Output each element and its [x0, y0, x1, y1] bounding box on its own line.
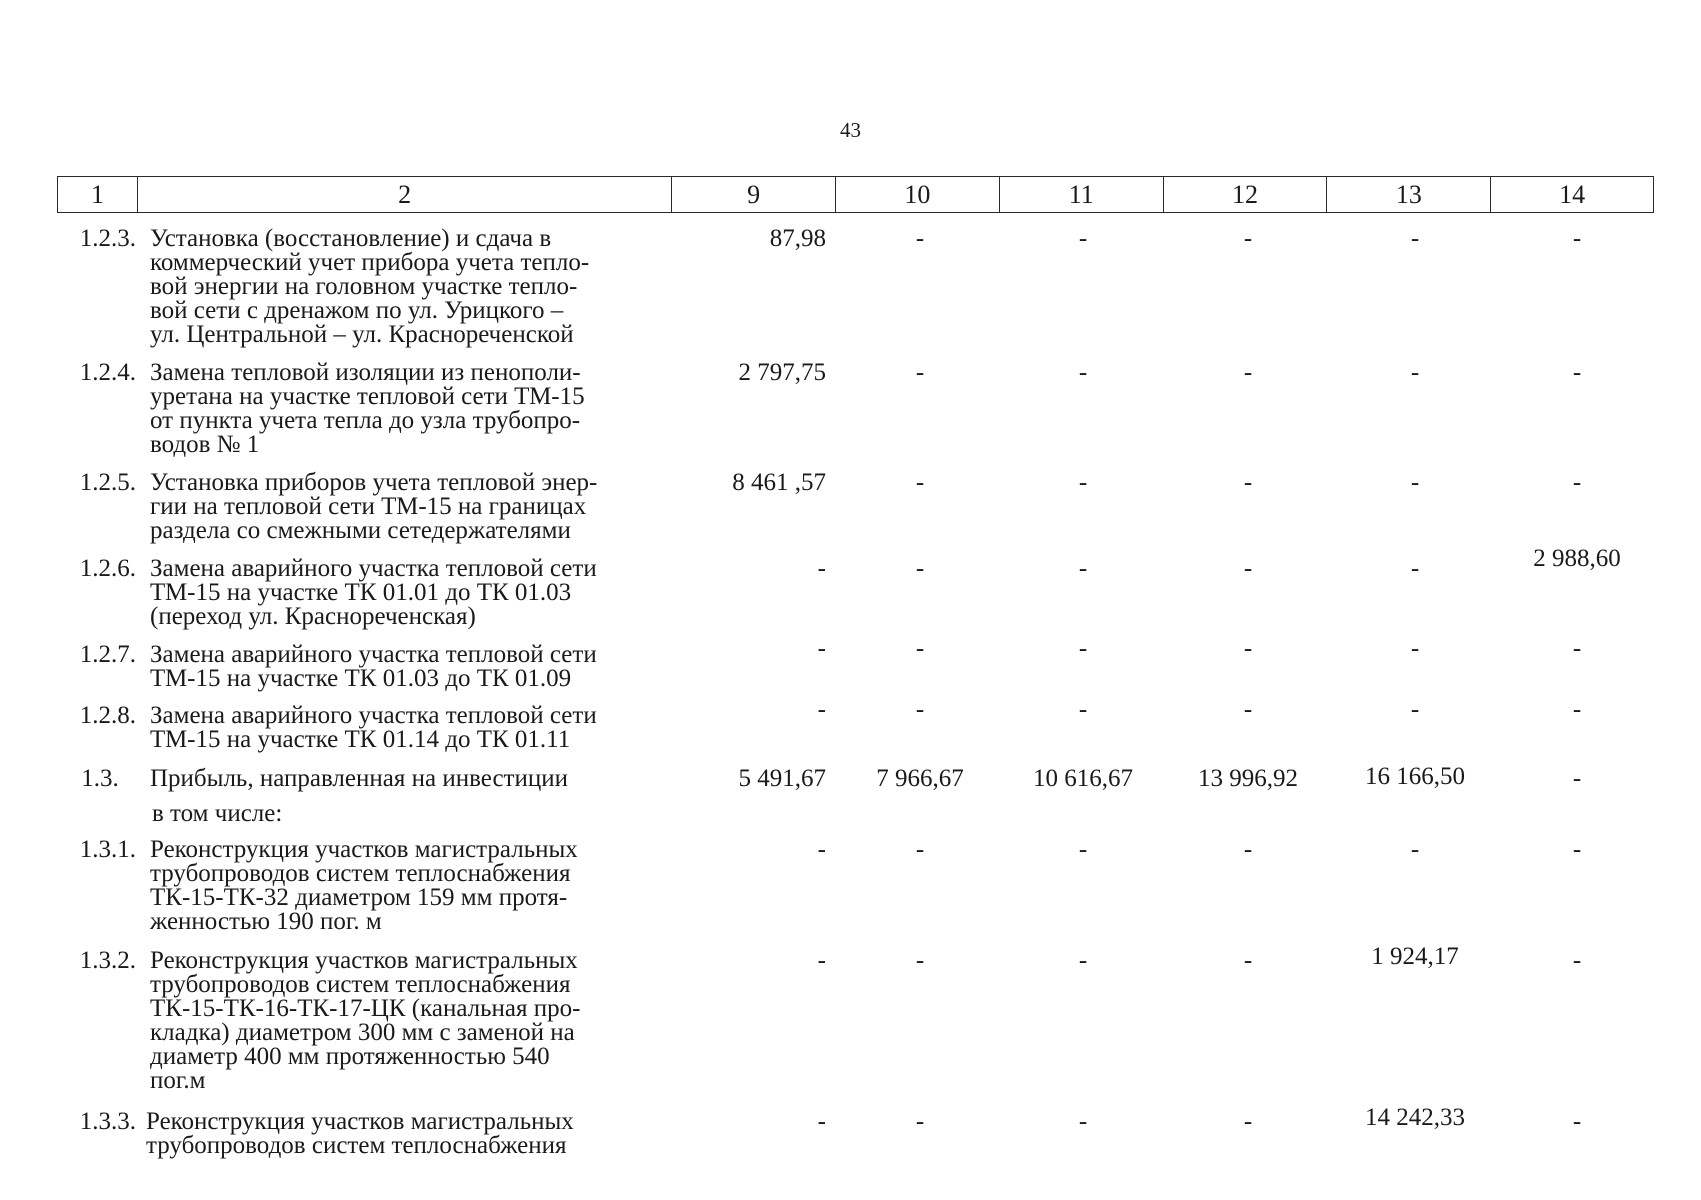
cell-col-10: -	[915, 225, 925, 252]
row-number: 1.2.6.	[79, 555, 136, 582]
cell-col-12: -	[1243, 696, 1253, 723]
row-number: 1.2.3.	[79, 225, 136, 252]
cell-col-13: -	[1410, 696, 1420, 723]
cell-col-10: -	[915, 359, 925, 386]
cell-col-10: -	[915, 1108, 925, 1135]
row-description: Прибыль, направленная на инвестиции	[150, 765, 568, 792]
cell-col-14: -	[1572, 225, 1582, 252]
cell-col-14: 2 988,60	[1533, 545, 1621, 572]
cell-col-13: -	[1410, 225, 1420, 252]
page-number: 43	[840, 118, 861, 142]
row-number: 1.2.8.	[79, 702, 136, 729]
cell-col-11: 10 616,67	[1033, 765, 1133, 792]
cell-col-9: -	[817, 1108, 826, 1135]
column-header-11: 11	[1000, 177, 1164, 212]
cell-col-9: -	[817, 635, 826, 662]
cell-col-10: -	[915, 635, 925, 662]
including-note: в том числе:	[152, 800, 283, 827]
cell-col-11: -	[1078, 1108, 1088, 1135]
row-description: Установка приборов учета тепловой энер- гии на тепловой сети ТМ-15 на границах раздела со смежными сетедержателями	[150, 469, 598, 544]
row-description: Установка (восстановление) и сдача в коммерческий учет прибора учета тепло- вой энергии на головном участке тепло- вой сети с дренажом по ул. Урицкого – ул. Центральной – ул. Краснореченской	[150, 225, 590, 348]
row-description: Замена тепловой изоляции из пенополи- уретана на участке тепловой сети ТМ-15 от пункта учета тепла до узла трубопро- водов № 1	[150, 359, 585, 458]
cell-col-11: -	[1078, 947, 1088, 974]
cell-col-13: 16 166,50	[1365, 763, 1465, 790]
cell-col-9: -	[817, 836, 826, 863]
column-header-2: 2	[138, 177, 672, 212]
cell-col-9: -	[817, 696, 826, 723]
row-description: Замена аварийного участка тепловой сети ТМ-15 на участке ТК 01.03 до ТК 01.09	[150, 641, 597, 692]
row-number: 1.3.2.	[79, 947, 136, 974]
cell-col-14: -	[1572, 635, 1582, 662]
row-number: 1.2.7.	[79, 641, 136, 668]
cell-col-12: -	[1243, 1108, 1253, 1135]
row-description: Реконструкция участков магистральных трубопроводов систем теплоснабжения ТК-15-ТК-32 диаметром 159 мм протя- женностью 190 пог. м	[150, 836, 578, 935]
column-header-1: 1	[58, 177, 138, 212]
cell-col-12: -	[1243, 836, 1253, 863]
cell-col-13: -	[1410, 359, 1420, 386]
cell-col-9: 8 461 ,57	[732, 469, 826, 496]
column-header-10: 10	[836, 177, 1000, 212]
cell-col-10: -	[915, 947, 925, 974]
cell-col-14: -	[1572, 765, 1582, 792]
cell-col-13: -	[1410, 469, 1420, 496]
cell-col-12: -	[1243, 635, 1253, 662]
row-number: 1.3.3.	[79, 1108, 136, 1135]
cell-col-12: -	[1243, 555, 1253, 582]
cell-col-14: -	[1572, 696, 1582, 723]
cell-col-11: -	[1078, 225, 1088, 252]
cell-col-14: -	[1572, 836, 1582, 863]
cell-col-12: -	[1243, 225, 1253, 252]
cell-col-9: 87,98	[769, 225, 826, 252]
cell-col-12: -	[1243, 469, 1253, 496]
column-header-9: 9	[672, 177, 836, 212]
cell-col-12: -	[1243, 947, 1253, 974]
cell-col-11: -	[1078, 696, 1088, 723]
cell-col-9: 2 797,75	[738, 359, 826, 386]
row-number: 1.3.1.	[79, 836, 136, 863]
row-description: Реконструкция участков магистральных трубопроводов систем теплоснабжения ТК-15-ТК-16-ТК-17-ЦК (канальная про- кладка) диаметром 300 мм с заменой на диаметр 400 мм протяженностью 540 пог.м	[150, 947, 581, 1094]
cell-col-10: 7 966,67	[876, 765, 964, 792]
cell-col-13: 1 924,17	[1371, 943, 1459, 970]
cell-col-14: -	[1572, 469, 1582, 496]
row-description: Реконструкция участков магистральных трубопроводов систем теплоснабжения	[146, 1108, 574, 1159]
cell-col-14: -	[1572, 359, 1582, 386]
cell-col-11: -	[1078, 469, 1088, 496]
row-number: 1.2.4.	[79, 359, 136, 386]
column-header-12: 12	[1164, 177, 1328, 212]
cell-col-14: -	[1572, 1108, 1582, 1135]
cell-col-13: 14 242,33	[1365, 1104, 1465, 1131]
cell-col-14: -	[1572, 947, 1582, 974]
cell-col-10: -	[915, 696, 925, 723]
cell-col-12: -	[1243, 359, 1253, 386]
cell-col-13: -	[1410, 555, 1420, 582]
row-description: Замена аварийного участка тепловой сети ТМ-15 на участке ТК 01.01 до ТК 01.03 (переход ул. Краснореченская)	[150, 555, 597, 630]
cell-col-9: -	[817, 555, 826, 582]
cell-col-13: -	[1410, 836, 1420, 863]
cell-col-11: -	[1078, 555, 1088, 582]
row-number: 1.3.	[81, 765, 119, 792]
row-number: 1.2.5.	[79, 469, 136, 496]
cell-col-9: 5 491,67	[738, 765, 826, 792]
cell-col-11: -	[1078, 359, 1088, 386]
cell-col-11: -	[1078, 836, 1088, 863]
cell-col-13: -	[1410, 635, 1420, 662]
cell-col-9: -	[817, 947, 826, 974]
column-header-13: 13	[1327, 177, 1491, 212]
row-description: Замена аварийного участка тепловой сети ТМ-15 на участке ТК 01.14 до ТК 01.11	[150, 702, 597, 753]
column-header-14: 14	[1559, 180, 1586, 209]
cell-col-12: 13 996,92	[1198, 765, 1298, 792]
cell-col-10: -	[915, 469, 925, 496]
cell-col-11: -	[1078, 635, 1088, 662]
cell-col-10: -	[915, 836, 925, 863]
cell-col-10: -	[915, 555, 925, 582]
